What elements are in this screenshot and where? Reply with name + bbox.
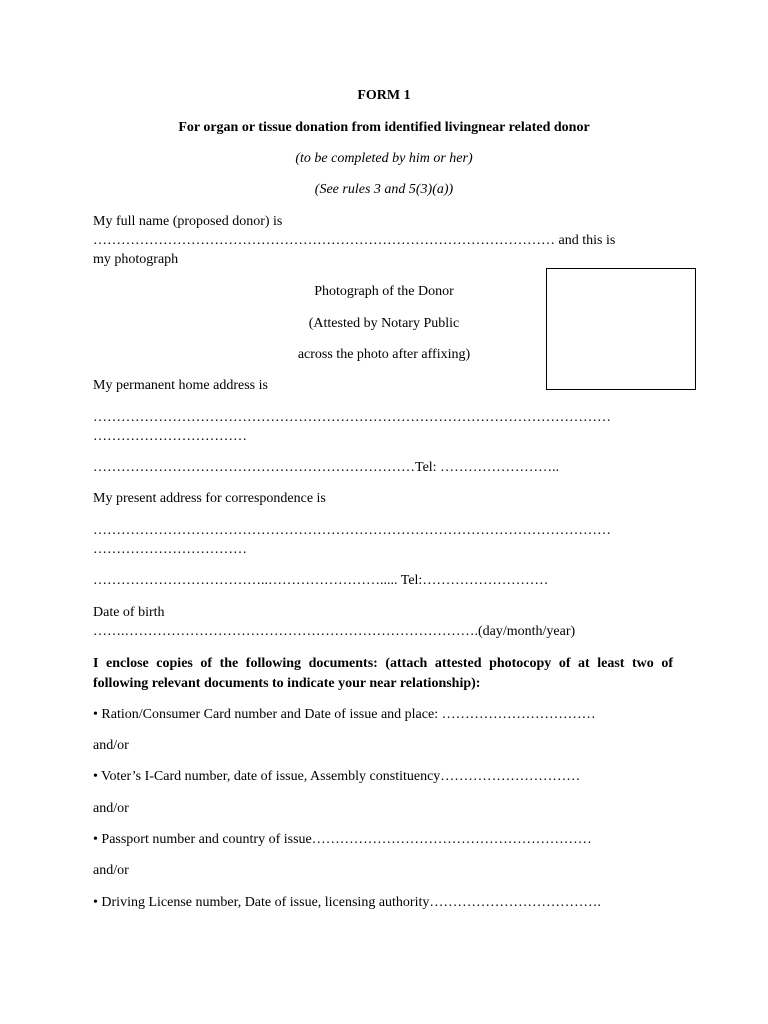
home-address-line-1: ………………………………………………………………………………………………… bbox=[93, 410, 611, 425]
present-address-tel-line: ………………………………..……………………..... Tel:……………………… bbox=[93, 573, 549, 588]
and-or-1: and/or bbox=[93, 738, 129, 753]
home-address-tel-line: ……………………………………………………………Tel: …………………….. bbox=[93, 460, 560, 475]
full-name-label: My full name (proposed donor) is bbox=[93, 214, 283, 229]
photo-caption-donor: Photograph of the Donor bbox=[314, 284, 454, 299]
form-note-rules: (See rules 3 and 5(3)(a)) bbox=[314, 182, 454, 197]
present-address-label: My present address for correspondence is bbox=[93, 491, 326, 506]
document-item-ration-card: • Ration/Consumer Card number and Date of issue and place: …………………………… bbox=[93, 707, 596, 722]
photo-caption-notary: (Attested by Notary Public bbox=[308, 316, 460, 331]
documents-intro: I enclose copies of the following documents: (attach attested photocopy of at least two of following relevant documents to indicate your near relationship): bbox=[93, 656, 673, 691]
and-or-2: and/or bbox=[93, 801, 129, 816]
form-subtitle: For organ or tissue donation from identified livingnear related donor bbox=[178, 120, 590, 135]
document-item-passport: • Passport number and country of issue…………………………………………………… bbox=[93, 832, 592, 847]
present-address-line-2: …………………………… bbox=[93, 542, 247, 557]
present-address-line-1: ………………………………………………………………………………………………… bbox=[93, 523, 611, 538]
document-item-driving-license: • Driving License number, Date of issue, licensing authority………………………………. bbox=[93, 895, 601, 910]
photo-caption-affixing: across the photo after affixing) bbox=[297, 347, 471, 362]
document-item-voter-card: • Voter’s I-Card number, date of issue, Assembly constituency………………………… bbox=[93, 769, 581, 784]
full-name-field: ……………………………………………………………………………………… and this is bbox=[93, 233, 616, 248]
home-address-label: My permanent home address is bbox=[93, 378, 268, 393]
dob-label: Date of birth bbox=[93, 605, 165, 620]
and-or-3: and/or bbox=[93, 863, 129, 878]
photograph-label: my photograph bbox=[93, 252, 179, 267]
dob-field: …….………………………………………………………………….(day/month/year) bbox=[93, 624, 576, 639]
home-address-line-2: …………………………… bbox=[93, 429, 247, 444]
form-title: FORM 1 bbox=[357, 88, 411, 103]
form-note-completed-by: (to be completed by him or her) bbox=[295, 151, 473, 166]
